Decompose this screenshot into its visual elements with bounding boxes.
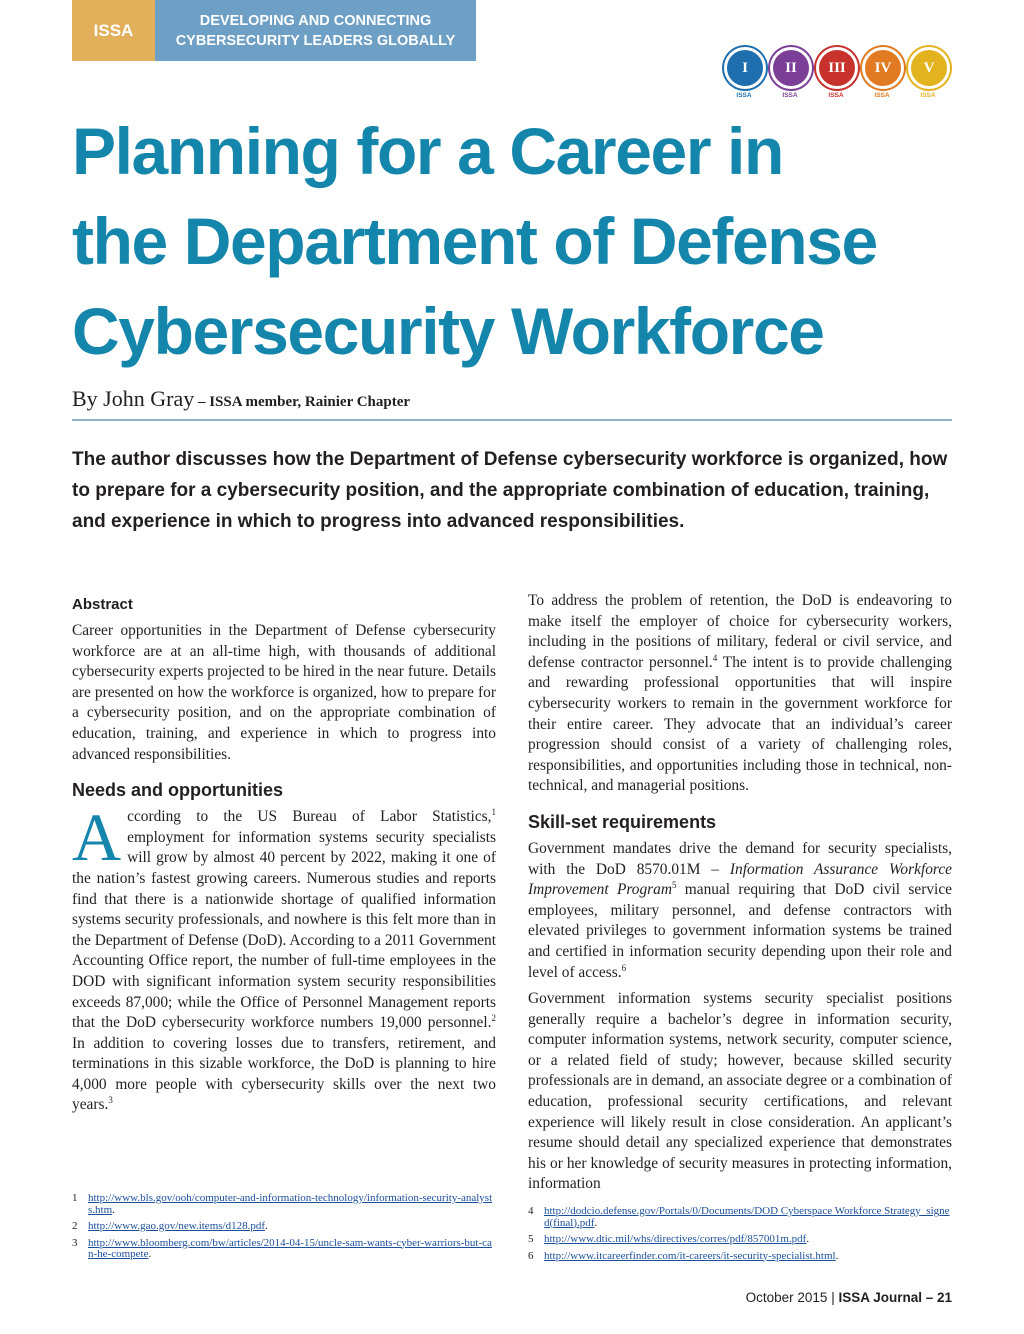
seal-3-caption: ISSA bbox=[828, 92, 844, 99]
skill-text-1b: manual requiring that DoD civil service employees, military personnel, and defense contractors with elevated privileges to government information systems be trained and certified in information security depending upon their role and level of access. bbox=[528, 881, 952, 981]
ref-3: 3 bbox=[108, 1095, 113, 1106]
seal-4-icon bbox=[862, 47, 904, 89]
career-level-seal-1 bbox=[724, 47, 764, 99]
footnote-1-link[interactable]: http://www.bls.gov/ooh/computer-and-information-technology/information-security-analysts.htm bbox=[88, 1192, 493, 1216]
tagline-line-2: CYBERSECURITY LEADERS GLOBALLY bbox=[175, 32, 456, 49]
footnote-5-link[interactable]: http://www.dtic.mil/whs/directives/corres/pdf/857001m.pdf bbox=[544, 1233, 807, 1245]
footnote-3-link[interactable]: http://www.bloomberg.com/bw/articles/2014-04-15/uncle-sam-wants-cyber-warriors-but-can-he-compete bbox=[88, 1236, 492, 1260]
footer-separator: | bbox=[827, 1290, 839, 1305]
footnotes-right bbox=[528, 1206, 952, 1267]
issa-badge bbox=[72, 0, 155, 61]
needs-continued bbox=[528, 591, 952, 797]
abstract-heading: Abstract bbox=[72, 596, 133, 613]
title-line-3: Cybersecurity Workforce bbox=[72, 294, 824, 368]
abstract-text: Career opportunities in the Department of Defense cybersecurity workforce are at an all-time high, with thousands of additional cybersecurity experts projected to be hired in the near future. Details are presented on how the workforce is organized, how to prepare for a cybersecurity position, and on the appropriate combination of education, training, and experience in which to progress into advanced responsibilities. bbox=[72, 622, 496, 763]
footnote-2-suffix: . bbox=[265, 1220, 268, 1232]
needs-text-5: The intent is to provide challenging and rewarding professional opportunities that will inspire cybersecurity workers to remain in the government workforce for their entire career. They advocate that an individual’s career progression should consist of a variety of challenging roles, responsibilities, and opportunities including those in technical, non-technical, and managerial positions. bbox=[528, 653, 952, 795]
byline bbox=[72, 386, 952, 412]
left-column bbox=[72, 595, 496, 1116]
seal-1-icon bbox=[724, 47, 766, 89]
drop-cap: A bbox=[72, 799, 122, 876]
seal-1-numeral: I bbox=[742, 59, 748, 76]
right-column bbox=[528, 591, 952, 1195]
ref-4: 4 bbox=[712, 652, 718, 663]
title-line-2: the Department of Defense bbox=[72, 204, 877, 278]
skill-program-name: Information Assurance Workforce Improvement Program bbox=[528, 860, 952, 899]
issa-badge-label: ISSA bbox=[93, 20, 134, 40]
footnote-5 bbox=[528, 1234, 952, 1246]
footnote-2-link[interactable]: http://www.gao.gov/new.items/d128.pdf bbox=[88, 1220, 265, 1232]
seal-1-caption: ISSA bbox=[736, 92, 752, 99]
footer-date: October 2015 bbox=[745, 1290, 828, 1305]
ref-1: 1 bbox=[491, 807, 496, 818]
needs-heading: Needs and opportunities bbox=[72, 780, 284, 801]
seal-3-numeral: III bbox=[828, 59, 846, 76]
seal-2-caption: ISSA bbox=[782, 92, 798, 99]
ref-5: 5 bbox=[671, 880, 677, 890]
footnote-1 bbox=[72, 1193, 496, 1216]
skill-paragraph-1 bbox=[528, 839, 952, 983]
skill-text-1a: Government mandates drive the demand for security specialists, with the DoD 8570.01M – bbox=[528, 839, 952, 878]
footnote-4 bbox=[528, 1206, 952, 1229]
article-deck: The author discusses how the Department of Defense cybersecurity workforce is organized, how to prepare for a cybersecurity position, and the appropriate combination of education, training, and experience in which to progress into advanced responsibilities. bbox=[72, 449, 948, 532]
footnote-5-suffix: . bbox=[806, 1233, 810, 1245]
seal-5-numeral: V bbox=[923, 59, 935, 76]
needs-text-4: To address the problem of retention, the DoD is endeavoring to make itself the employer of choice for cybersecurity workers, including in the positions of military, federal or civil service, and defense contractor personnel. bbox=[528, 592, 952, 671]
article-title bbox=[72, 106, 972, 376]
ref-6: 6 bbox=[621, 962, 627, 973]
footnote-2 bbox=[72, 1221, 496, 1233]
seal-2-icon bbox=[770, 47, 812, 89]
page-footer bbox=[746, 1290, 952, 1305]
skill-paragraph-2: Government information systems security specialist positions generally require a bachelor’s degree in information security, computer information systems, network security, computer science, or a related field of study; however, because skilled security professionals are in demand, an associate degree or a combination of education, professional security certifications, and relevant experience will likely result in close consideration. An applicant’s resume should detail any specialized experience that demonstrates his or her knowledge of security measures in protecting information, information bbox=[528, 990, 952, 1193]
footnote-6 bbox=[528, 1251, 952, 1263]
skill-heading: Skill-set requirements bbox=[528, 811, 717, 832]
author-affiliation: – ISSA member, Rainier Chapter bbox=[194, 394, 411, 410]
footnote-3-number: 3 bbox=[72, 1236, 78, 1249]
footer-journal-page: ISSA Journal – 21 bbox=[838, 1290, 952, 1305]
footnote-3 bbox=[72, 1238, 496, 1261]
footnote-4-suffix: . bbox=[594, 1216, 598, 1229]
seal-5-icon bbox=[908, 47, 950, 89]
needs-paragraph bbox=[72, 799, 496, 1116]
footnote-5-number: 5 bbox=[528, 1233, 534, 1245]
footnote-1-number: 1 bbox=[72, 1192, 78, 1204]
author-name: By John Gray bbox=[72, 386, 195, 411]
seal-4-caption: ISSA bbox=[874, 92, 890, 99]
title-line-1: Planning for a Career in bbox=[72, 114, 783, 188]
footnote-1-suffix: . bbox=[112, 1203, 115, 1216]
career-level-seal-3 bbox=[816, 47, 856, 99]
footnote-2-number: 2 bbox=[72, 1220, 78, 1232]
career-level-seal-2 bbox=[770, 47, 810, 99]
tagline-line-1: DEVELOPING AND CONNECTING bbox=[199, 12, 432, 29]
footnote-6-link[interactable]: http://www.itcareerfinder.com/it-careers/it-security-specialist.html bbox=[544, 1249, 836, 1262]
footnote-4-number: 4 bbox=[528, 1205, 534, 1217]
seal-4-numeral: IV bbox=[874, 59, 892, 76]
seal-3-icon bbox=[816, 47, 858, 89]
footnote-3-suffix: . bbox=[148, 1248, 152, 1260]
needs-text-3: In addition to covering losses due to transfers, retirement, and terminations in this sizable workforce, the DoD is planning to hire 4,000 more people with cybersecurity skills over the next two years. bbox=[72, 1034, 496, 1114]
seal-2-numeral: II bbox=[785, 59, 797, 76]
seal-5-caption: ISSA bbox=[920, 92, 936, 99]
career-level-seal-4 bbox=[862, 47, 902, 99]
footnote-6-suffix: . bbox=[835, 1249, 839, 1262]
footnote-4-link[interactable]: http://dodcio.defense.gov/Portals/0/Documents/DOD Cyberspace Workforce Strategy_signed(final).pdf bbox=[544, 1205, 950, 1229]
needs-text-2: employment for information systems security specialists will grow by almost 40 percent by 2022, making it one of the nation’s fastest growing careers. Numerous studies and reports find that there is a nationwide shortage of qualified information systems security professionals, and nowhere is this felt more than in the Department of Defense (DoD). According to a 2011 Government Accounting Office report, the number of full-time employees in the DOD with significant information system security responsibilities exceeds 87,000; while the Office of Personnel Management reports that the DoD cybersecurity workforce numbers 19,000 personnel. bbox=[72, 828, 496, 1032]
career-level-seal-5 bbox=[908, 47, 948, 99]
footnote-6-number: 6 bbox=[528, 1249, 534, 1262]
ref-2: 2 bbox=[491, 1012, 496, 1023]
header-tagline bbox=[155, 0, 476, 61]
needs-text-1: ccording to the US Bureau of Labor Statistics, bbox=[127, 808, 492, 826]
footnotes-left bbox=[72, 1193, 496, 1266]
byline-divider bbox=[72, 419, 952, 421]
